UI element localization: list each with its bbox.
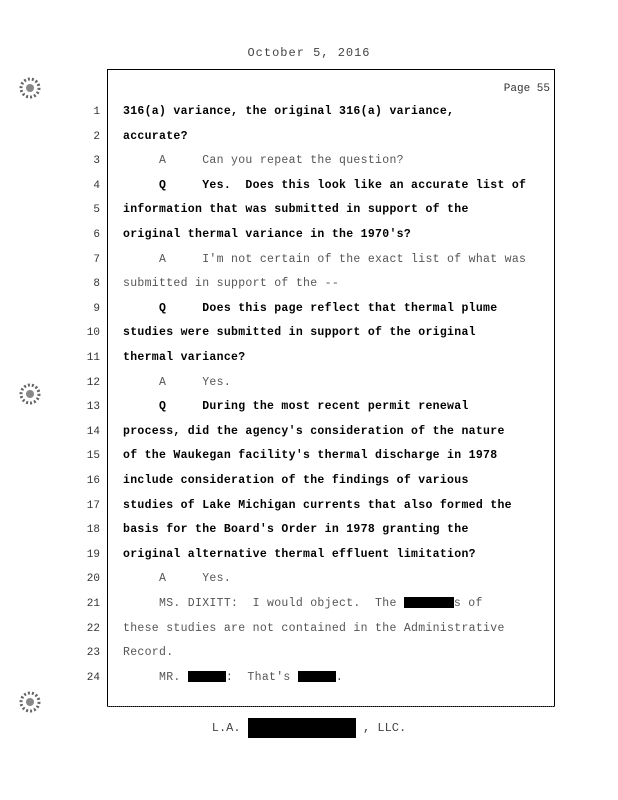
line-number: 8 <box>93 278 100 291</box>
line-number: 3 <box>93 155 100 168</box>
transcript-line <box>123 130 543 143</box>
line-text: A Yes. <box>123 375 232 389</box>
line-text: Q Does this page reflect that thermal plume <box>123 301 498 315</box>
line-number: 16 <box>86 475 100 487</box>
line-number: 4 <box>93 179 100 192</box>
transcript-line <box>123 179 543 192</box>
line-number: 20 <box>86 573 100 586</box>
footer-left-text: L.A. <box>211 721 241 736</box>
line-text: Record. <box>123 646 174 660</box>
transcript-line <box>123 622 543 635</box>
transcript-line <box>123 548 543 561</box>
punch-hole-icon <box>18 76 42 100</box>
transcript-line <box>123 400 543 413</box>
transcript-line <box>123 597 543 610</box>
frame-bottom-edge <box>107 706 555 711</box>
line-number: 2 <box>93 130 100 143</box>
line-number: 5 <box>93 204 100 217</box>
line-number: 18 <box>86 524 100 537</box>
line-text: original alternative thermal effluent limitation? <box>123 547 476 561</box>
line-number: 10 <box>86 327 100 340</box>
transcript-line <box>123 326 543 339</box>
line-number: 23 <box>86 647 100 660</box>
line-number: 15 <box>86 450 100 463</box>
transcript-line <box>123 671 543 684</box>
deposition-date-header: October 5, 2016 <box>247 46 371 60</box>
line-number: 19 <box>86 548 100 561</box>
line-text: s of <box>453 597 483 610</box>
transcript-line <box>123 425 543 438</box>
transcript-line <box>123 474 543 487</box>
transcript-line <box>123 449 543 462</box>
transcript-line <box>123 203 543 216</box>
line-text: include consideration of the findings of various <box>123 474 469 487</box>
line-text: thermal variance? <box>123 351 246 364</box>
line-number: 7 <box>93 253 100 266</box>
line-number: 11 <box>86 352 100 364</box>
line-text: original thermal variance in the 1970's? <box>123 228 412 241</box>
line-number: 9 <box>93 302 100 315</box>
line-text: 316(a) variance, the original 316(a) variance, <box>123 105 455 118</box>
line-text: submitted in support of the -- <box>123 277 340 291</box>
redaction-bar <box>298 671 336 682</box>
line-number: 14 <box>86 425 100 438</box>
line-text: A Yes. <box>123 572 232 586</box>
line-text: of the Waukegan facility's thermal discharge in 1978 <box>123 449 498 463</box>
transcript-line <box>123 499 543 512</box>
line-text: : That's <box>225 670 298 684</box>
line-text: accurate? <box>123 129 188 143</box>
line-text: these studies are not contained in the Administrative <box>123 621 505 635</box>
line-text: A Can you repeat the question? <box>123 154 404 168</box>
redaction-bar <box>248 718 356 738</box>
line-text: information that was submitted in support of the <box>123 203 469 217</box>
redaction-bar <box>188 671 226 682</box>
transcript-line <box>123 105 543 118</box>
line-text: MR. <box>123 670 188 684</box>
transcript-line <box>123 302 543 315</box>
line-text: studies were submitted in support of the original <box>123 326 476 340</box>
line-number: 12 <box>86 376 100 389</box>
line-number: 13 <box>86 401 100 414</box>
line-number: 24 <box>86 671 100 684</box>
line-text: MS. DIXITT: I would object. The <box>123 597 404 610</box>
line-text: studies of Lake Michigan currents that also formed the <box>123 498 512 512</box>
line-text: A I'm not certain of the exact list of what was <box>123 252 527 266</box>
line-text: Q During the most recent permit renewal <box>123 400 469 414</box>
court-reporter-footer <box>0 718 618 738</box>
line-number: 22 <box>86 622 100 635</box>
line-text: basis for the Board's Order in 1978 granting the <box>123 523 469 537</box>
redaction-bar <box>404 597 454 608</box>
punch-hole-icon <box>18 690 42 714</box>
transcript-line <box>123 351 543 364</box>
line-number: 6 <box>93 229 100 241</box>
transcript-line <box>123 376 543 389</box>
transcript-line <box>123 228 543 241</box>
transcript-line <box>123 277 543 290</box>
transcript-line <box>123 646 543 659</box>
line-number: 21 <box>86 598 100 610</box>
transcript-line <box>123 253 543 266</box>
line-number: 17 <box>86 499 100 512</box>
line-text: Q Yes. Does this look like an accurate list of <box>123 178 527 192</box>
line-text: . <box>335 670 344 684</box>
page-number: Page 55 <box>503 83 550 95</box>
footer-right-text: , LLC. <box>363 721 407 736</box>
line-text: process, did the agency's consideration of the nature <box>123 424 505 438</box>
transcript-line <box>123 523 543 536</box>
line-number: 1 <box>93 106 100 118</box>
punch-hole-icon <box>18 382 42 406</box>
transcript-line <box>123 572 543 585</box>
transcript-line <box>123 154 543 167</box>
